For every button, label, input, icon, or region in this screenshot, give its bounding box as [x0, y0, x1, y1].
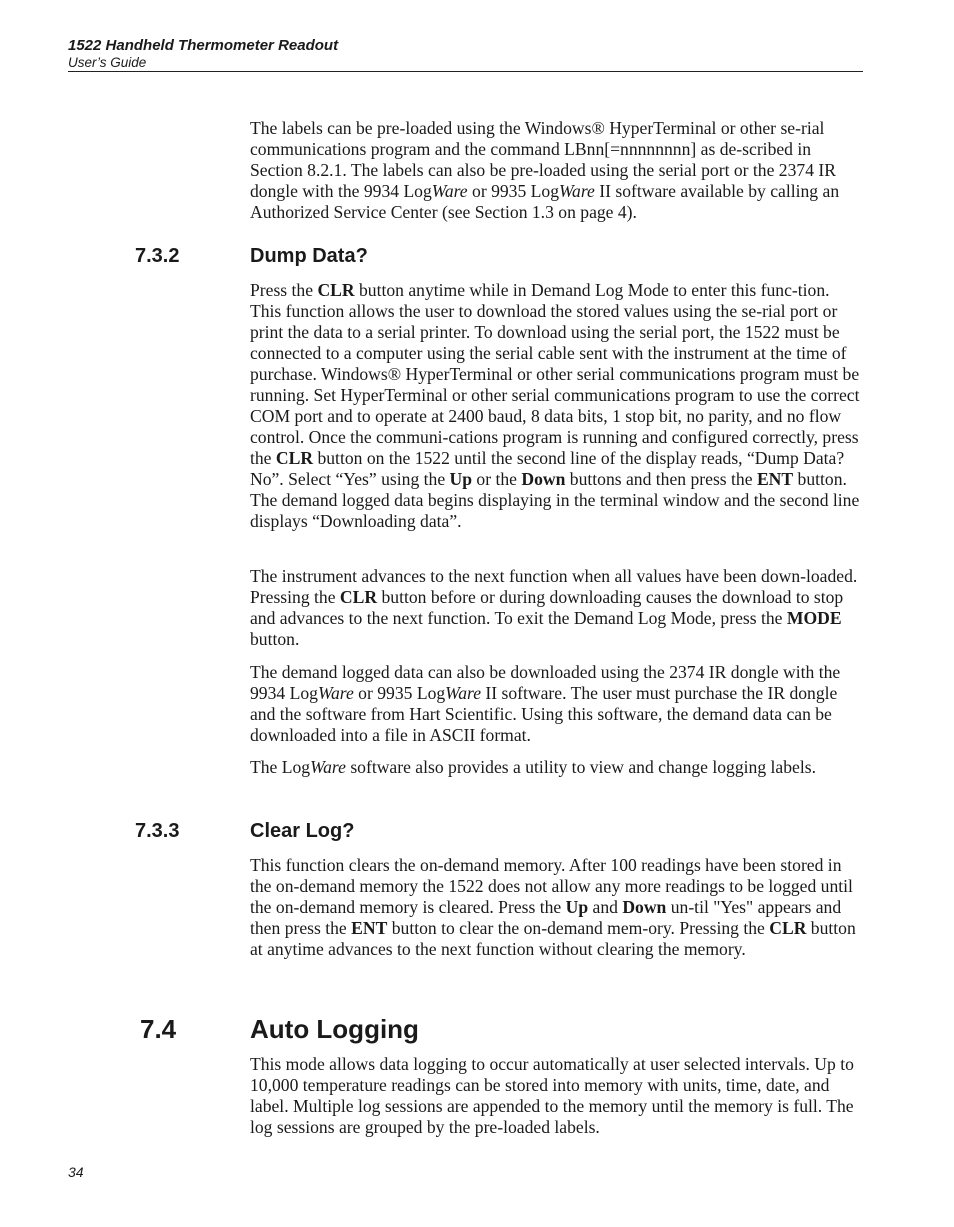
dump-data-paragraph-3: The demand logged data can also be downloaded using the 2374 IR dongle with the 9934 LogWare or 9935 LogWare II software. The user must purchase the IR dongle and the software from Hart Scientific. Using this software, the demand data can be downloaded into a file in ASCII format.: [250, 662, 841, 745]
section-title-auto-logging: Auto Logging: [250, 1014, 419, 1044]
page-header: [68, 37, 863, 72]
header-subtitle: User’s Guide: [68, 55, 147, 70]
page-number: 34: [68, 1164, 84, 1180]
section-number-7-3-3: 7.3.3: [135, 820, 180, 842]
header-title: 1522 Handheld Thermometer Readout: [68, 37, 339, 54]
section-number-7-3-2: 7.3.2: [135, 245, 180, 267]
dump-data-paragraph-2: The instrument advances to the next function when all values have been down-loaded. Pressing the CLR button before or during downloading causes the download to stop and advances to the next function. To exit the Demand Log Mode, press the MODE button.: [250, 566, 858, 649]
dump-data-paragraph-4: The LogWare software also provides a utility to view and change logging labels.: [250, 757, 816, 777]
clear-log-paragraph: This function clears the on-demand memory. After 100 readings have been stored in the on-demand memory the 1522 does not allow any more readings to be logged until the on-demand memory is cleared. Press the Up and Down un-til "Yes" appears and then press the ENT button to clear the on-demand mem-ory. Pressing the CLR button at anytime advances to the next function without clearing the memory.: [250, 855, 856, 959]
intro-paragraph: The labels can be pre-loaded using the Windows® HyperTerminal or other se-rial communications program and the command LBnn[=nnnnnnnn] as de-scribed in Section 8.2.1. The labels can also be pre-loaded using the serial port or the 2374 IR dongle with the 9934 LogWare or 9935 LogWare II software available by calling an Authorized Service Center (see Section 1.3 on page 4).: [250, 118, 840, 222]
dump-data-paragraph-1: Press the CLR button anytime while in Demand Log Mode to enter this func-tion. This function allows the user to download the stored values using the se-rial port or print the data to a serial printer. To download using the serial port, the 1522 must be connected to a computer using the serial cable sent with the instrument at the time of purchase. Windows® HyperTerminal or other serial communications program must be running. Set HyperTerminal or other serial communications program to use the correct COM port and to operate at 2400 baud, 8 data bits, 1 stop bit, no parity, and no flow control. Once the communi-cations program is running and configured correctly, press the CLR button on the 1522 until the second line of the display reads, “Dump Data? No”. Select “Yes” using the Up or the Down buttons and then press the ENT button. The demand logged data begins displaying in the terminal window and the second line displays “Downloading data”.: [250, 280, 860, 531]
section-title-clear-log: Clear Log?: [250, 820, 355, 842]
section-number-7-4: 7.4: [140, 1014, 177, 1044]
auto-logging-paragraph: This mode allows data logging to occur automatically at user selected intervals. Up to 10,000 temperature readings can be stored into memory with units, time, date, and label. Multiple log sessions are appended to the memory until the memory is full. The log sessions are grouped by the pre-loaded labels.: [250, 1054, 854, 1137]
section-title-dump-data: Dump Data?: [250, 245, 368, 267]
